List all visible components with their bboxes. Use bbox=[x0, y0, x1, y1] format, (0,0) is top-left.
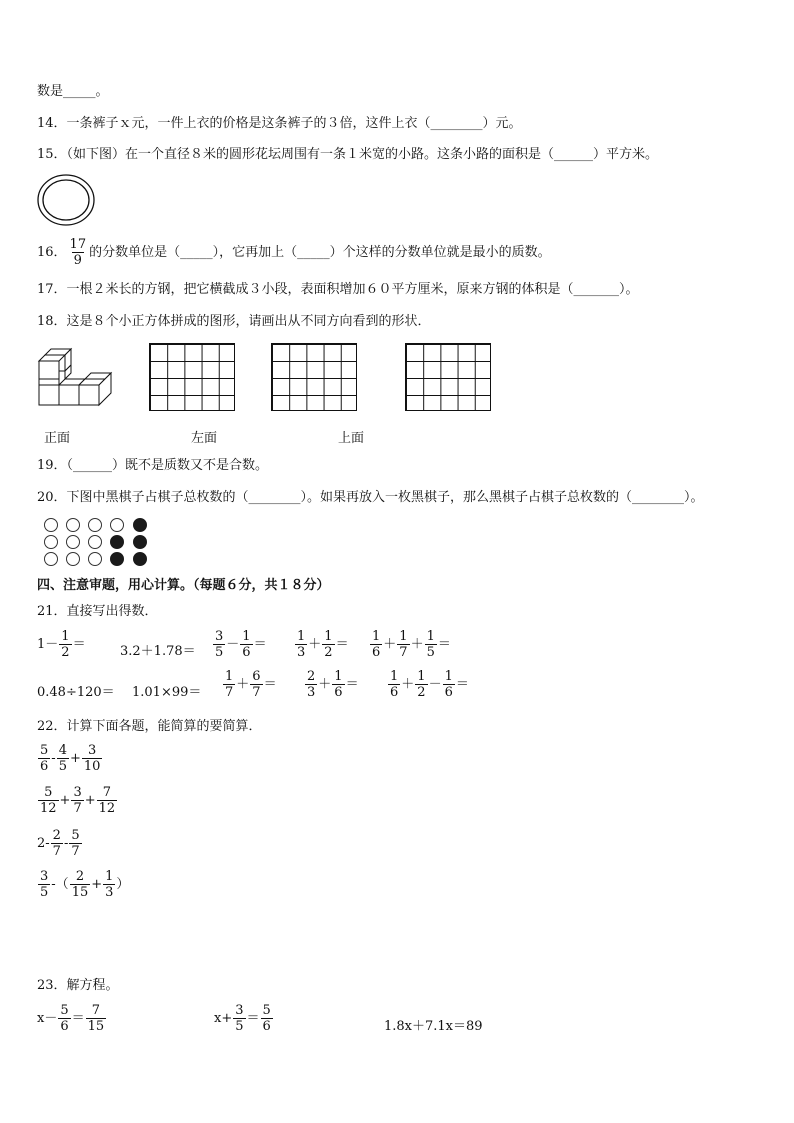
denominator: 7 bbox=[52, 844, 61, 859]
question-22: 22．计算下面各题，能简算的要简算． bbox=[37, 719, 262, 734]
q22-item-1 bbox=[37, 744, 103, 773]
fraction-17-9 bbox=[68, 238, 89, 267]
white-stone bbox=[44, 535, 58, 549]
grid-top-view[interactable] bbox=[271, 343, 357, 411]
numerator: 5 bbox=[40, 743, 49, 758]
white-stone bbox=[44, 518, 58, 532]
q16-text: 的分数单位是（_____），它再加上（_____）个这样的分数单位就是最小的质数。 bbox=[89, 245, 551, 260]
section-heading-4: 四、注意审题，用心计算。（每题６分，共１８分） bbox=[37, 578, 330, 593]
numerator: 1 bbox=[324, 629, 333, 644]
white-stone bbox=[88, 552, 102, 566]
denominator: 3 bbox=[297, 645, 306, 660]
denominator: 6 bbox=[40, 759, 49, 774]
question-15: 15．（如下图）在一个直径８米的圆形花坛周围有一条１米宽的小路。这条小路的面积是（______）平方米。 bbox=[37, 147, 659, 162]
q21-g: 1.01×99＝ bbox=[132, 685, 202, 700]
operator: ＋ bbox=[383, 637, 397, 652]
denominator: 6 bbox=[60, 1019, 69, 1034]
numerator: 5 bbox=[44, 785, 53, 800]
black-stone bbox=[110, 535, 124, 549]
q22-item-2 bbox=[37, 786, 118, 815]
denominator: 12 bbox=[98, 801, 116, 816]
question-18: 18．这是８个小正方体拼成的图形，请画出从不同方向看到的形状． bbox=[37, 314, 431, 329]
grid-answer-3[interactable] bbox=[405, 343, 491, 411]
denominator: 5 bbox=[215, 645, 224, 660]
denominator: 15 bbox=[71, 885, 89, 900]
denominator: 7 bbox=[73, 801, 82, 816]
denominator: 12 bbox=[40, 801, 57, 816]
text: 2- bbox=[37, 836, 50, 851]
text: ＝ bbox=[437, 637, 451, 652]
denominator: 6 bbox=[372, 645, 381, 660]
denominator: 5 bbox=[426, 645, 435, 660]
q22-item-3 bbox=[37, 829, 83, 858]
operator: ＝ bbox=[71, 1011, 85, 1026]
q21-e bbox=[369, 630, 451, 659]
operator: + bbox=[69, 751, 81, 766]
black-stone bbox=[110, 552, 124, 566]
text: ＝ bbox=[345, 677, 359, 692]
text: x－ bbox=[37, 1011, 58, 1026]
operator: ＋ bbox=[318, 677, 332, 692]
operator: + bbox=[84, 793, 96, 808]
operator: -（ bbox=[51, 877, 69, 892]
q22-item-4 bbox=[37, 870, 129, 899]
numerator: 3 bbox=[235, 1003, 244, 1018]
question-19: 19．（______）既不是质数又不是合数。 bbox=[37, 458, 269, 473]
white-stone bbox=[110, 518, 124, 532]
q13-tail: 数是_____。 bbox=[37, 84, 109, 99]
numerator: 1 bbox=[242, 629, 251, 644]
operator: ＋ bbox=[236, 677, 250, 692]
numerator: 2 bbox=[307, 669, 316, 684]
q21-f: 0.48÷120＝ bbox=[37, 685, 115, 700]
text: ＝ bbox=[335, 637, 349, 652]
numerator: 1 bbox=[426, 629, 435, 644]
white-stone bbox=[88, 518, 102, 532]
text: x+ bbox=[214, 1011, 233, 1026]
denominator: 10 bbox=[83, 759, 101, 774]
denominator: 5 bbox=[235, 1019, 244, 1034]
denominator: 6 bbox=[334, 685, 343, 700]
numerator: 1 bbox=[390, 669, 399, 684]
question-20: 20．下图中黑棋子占棋子总枚数的（________）。如果再放入一枚黑棋子，那么黑棋子占棋子总枚数的（________）。 bbox=[37, 490, 704, 505]
question-17: 17．一根２米长的方钢，把它横截成３小段，表面积增加６０平方厘米，原来方钢的体积是（_______）。 bbox=[37, 282, 639, 297]
q16-number: 16． bbox=[37, 245, 67, 260]
q21-b: 3.2＋1.78＝ bbox=[120, 644, 196, 659]
denominator: 5 bbox=[40, 885, 49, 900]
numerator: 3 bbox=[88, 743, 97, 758]
numerator: 1 bbox=[105, 869, 114, 884]
numerator: 1 bbox=[225, 669, 234, 684]
white-stone bbox=[44, 552, 58, 566]
text: ＝ bbox=[253, 637, 267, 652]
numerator: 1 bbox=[417, 669, 426, 684]
operator: － bbox=[428, 677, 442, 692]
numerator: 17 bbox=[69, 237, 87, 252]
numerator: 7 bbox=[91, 1003, 101, 1018]
operator: - bbox=[51, 751, 56, 766]
q21-a bbox=[37, 630, 86, 659]
operator: － bbox=[226, 637, 240, 652]
operator: ＋ bbox=[410, 637, 424, 652]
denominator: 6 bbox=[390, 685, 399, 700]
q21-i bbox=[304, 670, 359, 699]
denominator: 3 bbox=[105, 885, 114, 900]
operator: + bbox=[91, 877, 103, 892]
denominator: 7 bbox=[252, 685, 261, 700]
black-stone bbox=[133, 552, 147, 566]
numerator: 7 bbox=[102, 785, 112, 800]
numerator: 6 bbox=[252, 669, 261, 684]
denominator: 2 bbox=[417, 685, 426, 700]
denominator: 6 bbox=[242, 645, 251, 660]
numerator: 2 bbox=[52, 828, 61, 843]
text: 1－ bbox=[37, 637, 59, 652]
numerator: 3 bbox=[215, 629, 224, 644]
numerator: 3 bbox=[73, 785, 82, 800]
q21-c bbox=[212, 630, 267, 659]
label-top: 上面 bbox=[338, 431, 365, 446]
question-16 bbox=[37, 236, 551, 270]
operator: + bbox=[59, 793, 71, 808]
operator: ＋ bbox=[308, 637, 322, 652]
denominator: 7 bbox=[399, 645, 408, 660]
denominator: 15 bbox=[87, 1019, 105, 1034]
denominator: 2 bbox=[324, 645, 333, 660]
white-stone bbox=[66, 518, 80, 532]
denominator: 5 bbox=[58, 759, 67, 774]
q23-equation-3: 1.8x＋7.1x＝89 bbox=[384, 1019, 483, 1034]
white-stone bbox=[88, 535, 102, 549]
text: ＝ bbox=[263, 677, 277, 692]
q23-equation-1 bbox=[37, 1004, 107, 1033]
text: ＝ bbox=[455, 677, 469, 692]
denominator: 6 bbox=[444, 685, 453, 700]
numerator: 5 bbox=[60, 1003, 69, 1018]
denominator: 9 bbox=[73, 253, 82, 268]
text: ） bbox=[116, 877, 130, 892]
q21-j bbox=[387, 670, 469, 699]
denominator: 2 bbox=[61, 645, 70, 660]
numerator: 4 bbox=[58, 743, 67, 758]
denominator: 3 bbox=[307, 685, 316, 700]
q21-d bbox=[294, 630, 349, 659]
q21-h bbox=[222, 670, 277, 699]
black-stone bbox=[133, 518, 147, 532]
question-14: 14．一条裤子ｘ元，一件上衣的价格是这条裤子的３倍，这件上衣（________）元。 bbox=[37, 116, 522, 131]
cube-stack-figure bbox=[37, 347, 119, 407]
numerator: 1 bbox=[399, 629, 408, 644]
numerator: 1 bbox=[372, 629, 381, 644]
label-front: 正面 bbox=[44, 431, 71, 446]
numerator: 1 bbox=[61, 629, 70, 644]
denominator: 7 bbox=[225, 685, 234, 700]
numerator: 1 bbox=[334, 669, 343, 684]
white-stone bbox=[66, 552, 80, 566]
denominator: 6 bbox=[262, 1019, 271, 1034]
operator: - bbox=[63, 836, 69, 851]
question-21: 21．直接写出得数． bbox=[37, 604, 158, 619]
numerator: 1 bbox=[297, 629, 306, 644]
label-left: 左面 bbox=[191, 431, 218, 446]
ring-figure bbox=[37, 174, 97, 226]
numerator: 5 bbox=[262, 1003, 271, 1018]
numerator: 1 bbox=[444, 669, 453, 684]
denominator: 7 bbox=[71, 844, 80, 859]
q23-equation-2 bbox=[214, 1004, 274, 1033]
white-stone bbox=[66, 535, 80, 549]
numerator: 5 bbox=[71, 828, 80, 843]
grid-left-view[interactable] bbox=[149, 343, 235, 411]
numerator: 2 bbox=[75, 869, 85, 884]
text: ＝ bbox=[72, 637, 86, 652]
operator: ＋ bbox=[401, 677, 415, 692]
operator: ＝ bbox=[246, 1011, 260, 1026]
question-23: 23．解方程。 bbox=[37, 978, 119, 993]
numerator: 3 bbox=[40, 869, 49, 884]
black-stone bbox=[133, 535, 147, 549]
